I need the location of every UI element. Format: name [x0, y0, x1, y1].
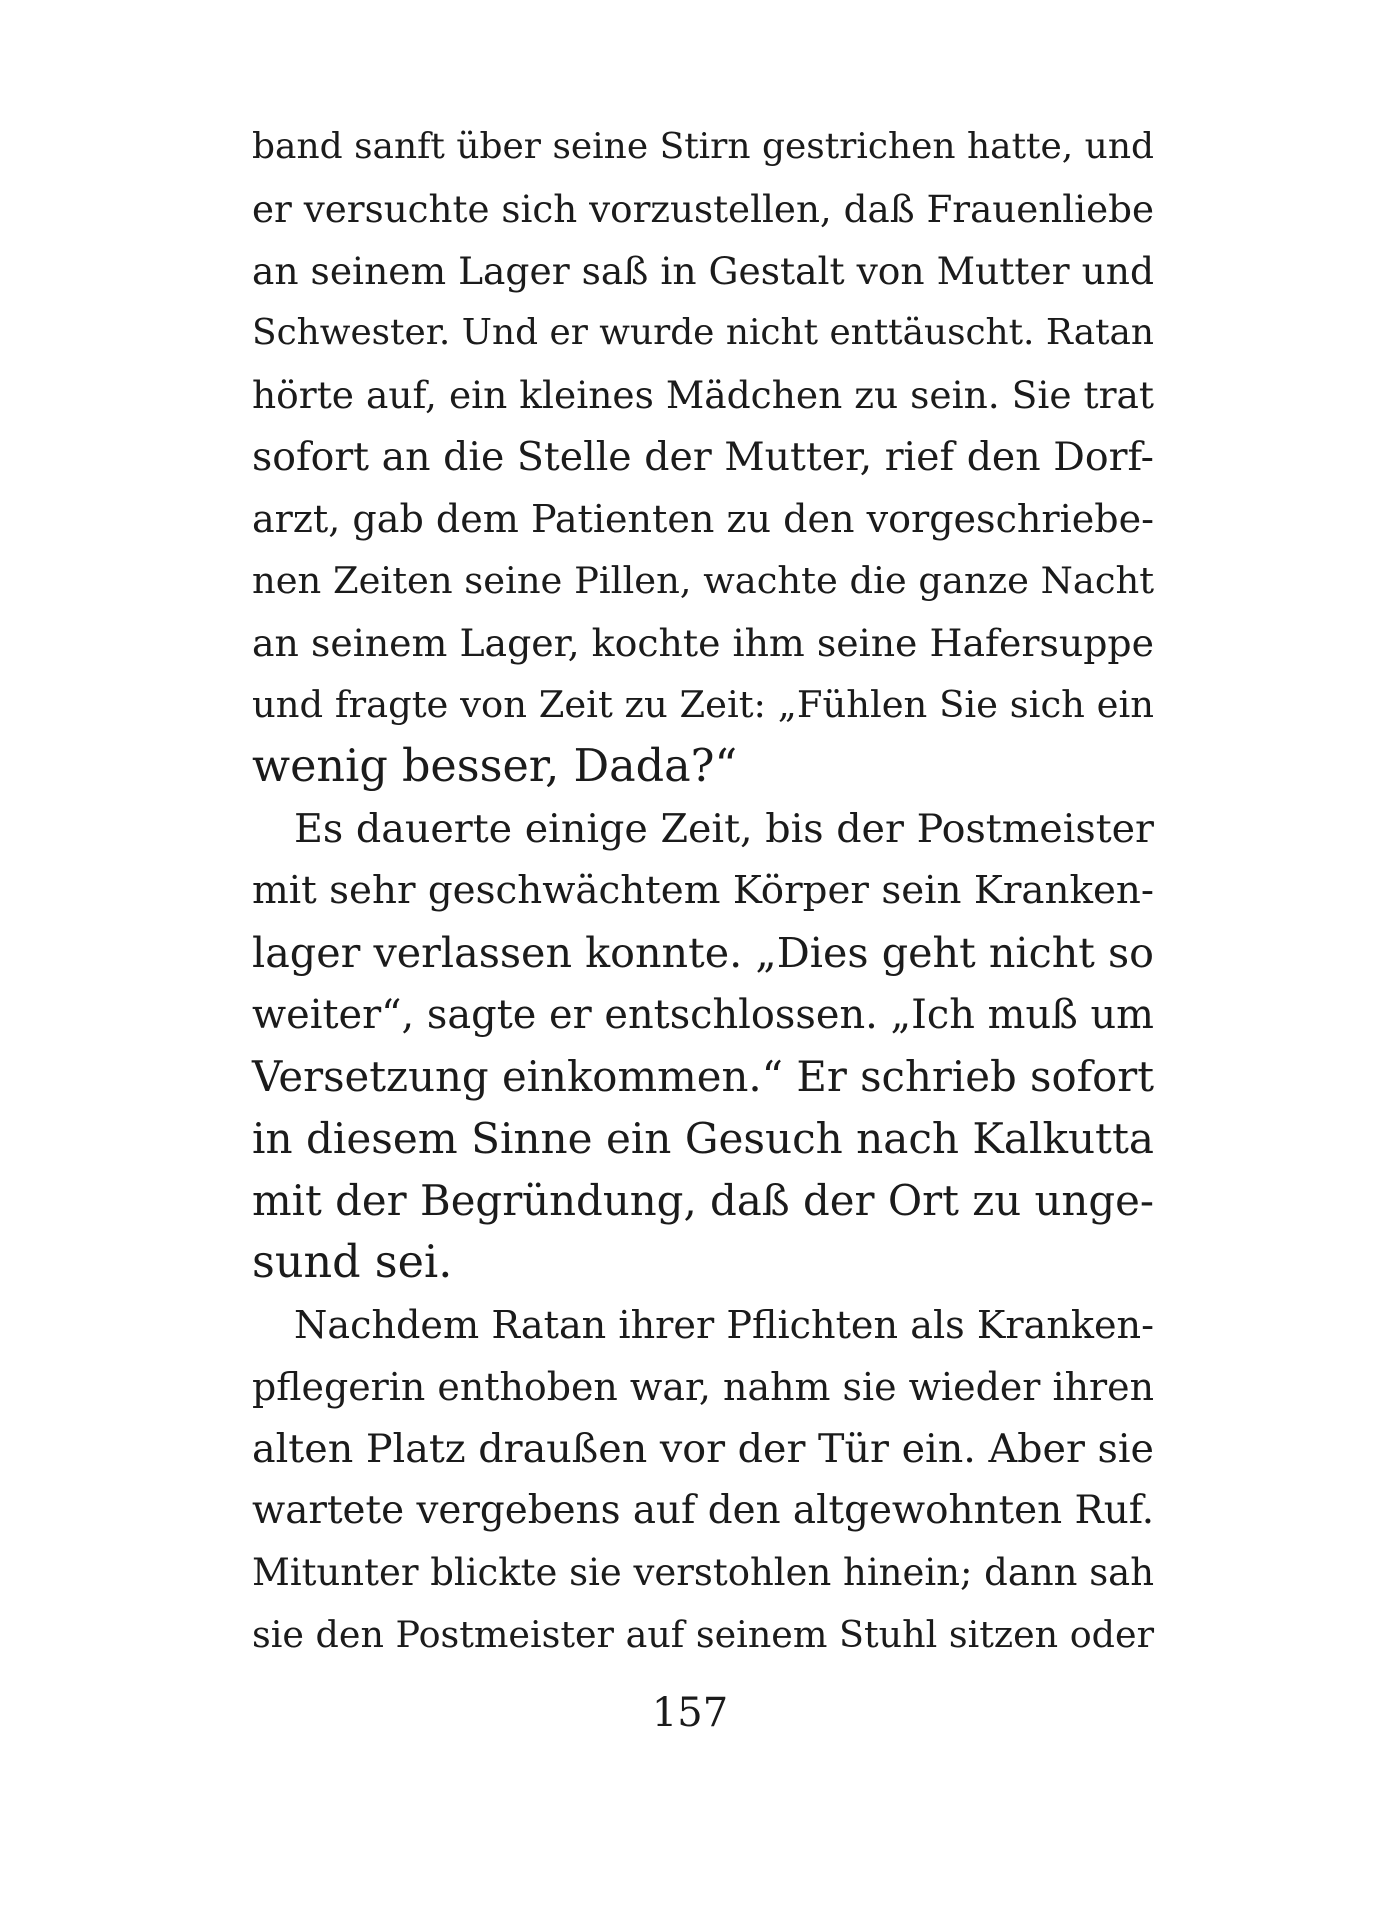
text-line: nen Zeiten seine Pillen, wachte die ganze Nacht: [252, 559, 1155, 602]
text-line: pflegerin enthoben war, nahm sie wieder ihren: [252, 1365, 1154, 1409]
text-line: arzt, gab dem Patienten zu den vorgeschriebe-: [252, 497, 1154, 541]
text-line: an seinem Lager, kochte ihm seine Hafersuppe: [252, 621, 1154, 665]
body-text: [252, 116, 1154, 1666]
text-line: Mitunter blickte sie verstohlen hinein; dann sah: [252, 1551, 1154, 1594]
text-line: Es dauerte einige Zeit, bis der Postmeister: [294, 806, 1154, 852]
text-line: wenig besser, Dada?“: [252, 741, 738, 792]
text-line: sie den Postmeister auf seinem Stuhl sitzen oder: [252, 1613, 1154, 1656]
text-line: alten Platz draußen vor der Tür ein. Aber sie: [252, 1426, 1154, 1472]
text-line: wartete vergebens auf den altgewohnten Ruf.: [252, 1488, 1155, 1533]
text-line: in diesem Sinne ein Gesuch nach Kalkutta: [252, 1114, 1154, 1163]
text-line: mit sehr geschwächtem Körper sein Kranken-: [252, 868, 1154, 913]
text-line: an seinem Lager saß in Gestalt von Mutter und: [252, 249, 1154, 293]
text-line: Schwester. Und er wurde nicht enttäuscht. Ratan: [252, 312, 1154, 353]
text-line: er versuchte sich vorzustellen, daß Frauenliebe: [252, 187, 1154, 231]
text-line: und fragte von Zeit zu Zeit: „Fühlen Sie sich ein: [252, 683, 1154, 726]
text-line: Nachdem Ratan ihrer Pflichten als Kranken-: [294, 1303, 1154, 1347]
text-line: sofort an die Stelle der Mutter, rief den Dorf-: [252, 434, 1154, 480]
text-line: mit der Begründung, daß der Ort zu unge-: [252, 1176, 1154, 1225]
paragraph-1: [252, 116, 1154, 798]
text-line: hörte auf, ein kleines Mädchen zu sein. Sie trat: [252, 373, 1154, 417]
paragraph-3: [252, 1294, 1154, 1666]
text-line: Versetzung einkommen.“ Er schrieb sofort: [252, 1052, 1155, 1101]
text-line: weiter“, sagte er entschlossen. „Ich muß um: [252, 992, 1154, 1038]
page-number: 157: [651, 1690, 729, 1736]
text-line: band sanft über seine Stirn gestrichen hatte, und: [252, 126, 1154, 167]
text-line: lager verlassen konnte. „Dies geht nicht so: [252, 929, 1154, 977]
paragraph-2: [252, 798, 1154, 1294]
text-line: sund sei.: [252, 1237, 453, 1288]
